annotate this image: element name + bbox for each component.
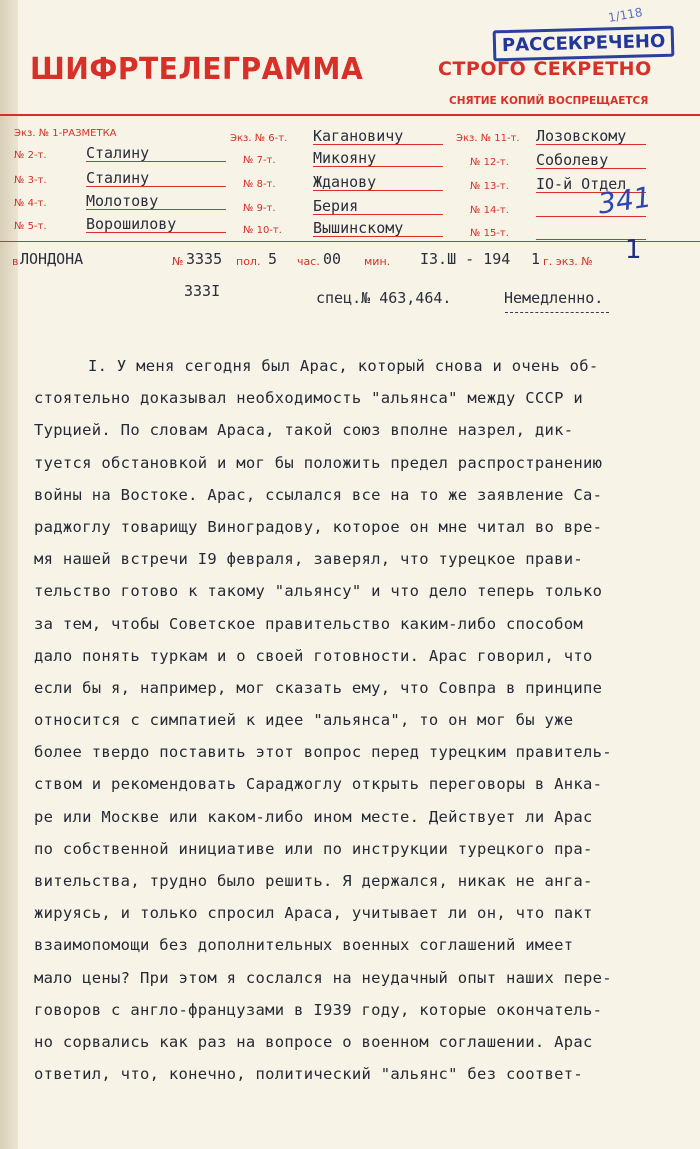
urgency-label: Немедленно.	[504, 289, 604, 307]
body-line: тельство готово к такому "альянсу" и что дело теперь только	[34, 582, 603, 601]
page-binding-edge	[0, 0, 18, 1149]
fill-line	[86, 209, 226, 210]
fill-line	[313, 214, 443, 215]
fill-line	[86, 186, 226, 187]
distribution-label: № 2-т.	[14, 150, 47, 161]
distribution-label: № 10-т.	[243, 225, 282, 236]
distribution-label: № 12-т.	[470, 157, 509, 168]
recipient-name: Микояну	[313, 149, 377, 167]
telegram-body	[34, 350, 674, 1090]
recipient-name: Вышинскому	[313, 219, 404, 237]
minute-label: мин.	[364, 255, 391, 268]
distribution-item	[14, 169, 150, 187]
recipient-name: Ворошилову	[86, 215, 177, 233]
fill-line	[313, 166, 443, 167]
recipient-name: Сталину	[86, 169, 150, 187]
body-line: ре или Москве или каком-либо ином месте. Действует ли Арас	[34, 807, 593, 826]
secrecy-label: СТРОГО СЕКРЕТНО	[438, 58, 652, 80]
body-line: дало понять туркам и о своей готовности. Арас говорил, что	[34, 646, 593, 665]
distribution-label: № 8-т.	[243, 179, 276, 190]
body-line: I. У меня сегодня был Арас, который снова и очень об-	[88, 357, 599, 375]
document-title: ШИФРТЕЛЕГРАММА	[30, 52, 364, 87]
body-line: ответил, что, конечно, политический "альянс" без соответ-	[34, 1065, 584, 1084]
fill-line	[313, 144, 443, 145]
fill-line	[536, 168, 646, 169]
distribution-label: № 3-т.	[14, 175, 47, 186]
fill-line	[86, 232, 226, 233]
copy-number: 1	[625, 235, 642, 265]
year-copy-label: г. экз. №	[543, 255, 593, 268]
distribution-item	[243, 173, 377, 191]
message-details	[0, 247, 700, 271]
distribution-item	[470, 151, 609, 169]
recipient-name: Сталину	[86, 144, 150, 162]
telegram-number: 3335	[186, 250, 223, 268]
body-line: по собственной инициативе или по инструкции турецкого пра-	[34, 839, 593, 858]
distribution-label: № 7-т.	[243, 155, 276, 166]
body-line: вительства, трудно было решить. Я держался, никак не анга-	[34, 872, 593, 890]
secondary-number: 333I	[184, 282, 221, 300]
body-line: войны на Востоке. Арас, ссылался все на то же заявление Са-	[34, 485, 603, 504]
pol-value: 5	[268, 250, 278, 268]
distribution-label: Экз. № 1-РАЗМЕТКА	[14, 128, 117, 139]
fill-line	[86, 161, 226, 162]
body-line: туется обстановкой и мог бы положить предел распространению	[34, 453, 603, 472]
header-divider	[0, 114, 700, 116]
recipient-name: IO-й Отдел	[536, 175, 627, 193]
distribution-label: № 15-т.	[470, 228, 509, 239]
distribution-item	[470, 205, 509, 216]
body-line: Турцией. По словам Араса, такой союз вполне назрел, дик-	[34, 421, 574, 440]
distribution-label: № 14-т.	[470, 205, 509, 216]
distribution-divider	[0, 241, 700, 242]
spec-number: спец.№ 463,464.	[316, 289, 452, 307]
fill-line	[313, 236, 443, 237]
from-prefix: в	[12, 255, 19, 268]
body-line: раджоглу товарищу Виноградову, которое он мне читал во вре-	[34, 517, 603, 536]
body-line: мало цены? При этом я сослался на неудачный опыт наших пере-	[34, 968, 612, 987]
distribution-item	[470, 175, 627, 193]
distribution-item	[456, 127, 627, 145]
distribution-item	[230, 127, 404, 145]
body-line: стоятельно доказывал необходимость "альянса" между СССР и	[34, 389, 584, 408]
body-line: более твердо поставить этот вопрос перед турецким правитель-	[34, 743, 612, 762]
recipient-name: Соболеву	[536, 151, 609, 169]
fill-line	[313, 190, 443, 191]
body-line: за тем, чтобы Советское правительство каким-либо способом	[34, 614, 584, 633]
body-line: относится с симпатией к идее "альянса", то он мог бы уже	[34, 711, 574, 730]
body-line: жируясь, и только спросил Араса, учитывает ли он, что пакт	[34, 904, 593, 923]
body-line: мя нашей встречи I9 февраля, заверял, что турецкое прави-	[34, 550, 584, 569]
handwritten-reference: 341	[595, 180, 654, 221]
distribution-label: Экз. № 11-т.	[456, 133, 520, 144]
body-line: если бы я, например, мог сказать ему, что Совпра в принципе	[34, 678, 603, 697]
declassified-stamp: РАССЕКРЕЧЕНО	[493, 26, 675, 62]
distribution-label: № 5-т.	[14, 221, 47, 232]
distribution-item	[14, 128, 117, 139]
hour-label: час.	[297, 255, 320, 268]
recipient-name: Кагановичу	[313, 127, 404, 145]
body-line: ством и рекомендовать Сараджоглу открыть переговоры в Анка-	[34, 775, 603, 794]
hour-value: 00	[323, 250, 342, 268]
body-line: говоров с англо-французами в I939 году, которые окончатель-	[34, 1000, 603, 1019]
distribution-item	[14, 192, 159, 210]
archive-mark: 1/118	[607, 5, 644, 25]
body-line: но сорвались как раз на вопросе о военном соглашении. Арас	[34, 1032, 593, 1051]
distribution-item	[14, 215, 177, 233]
distribution-item	[243, 219, 404, 237]
distribution-label: № 9-т.	[243, 203, 276, 214]
urgency-underline	[505, 312, 609, 313]
no-copy-notice: СНЯТИЕ КОПИЙ ВОСПРЕЩАЕТСЯ	[449, 95, 649, 107]
distribution-item	[243, 197, 359, 215]
pol-label: пол.	[236, 255, 261, 268]
recipient-name: Жданову	[313, 173, 377, 191]
fill-line	[536, 144, 646, 145]
from-city: ЛОНДОНА	[20, 250, 84, 268]
recipient-name: Молотову	[86, 192, 159, 210]
distribution-item	[14, 144, 150, 162]
date-value: I3.Ш - 194	[420, 250, 511, 268]
recipient-name: Берия	[313, 197, 359, 215]
distribution-label: № 4-т.	[14, 198, 47, 209]
distribution-item	[470, 228, 509, 239]
distribution-label: Экз. № 6-т.	[230, 133, 288, 144]
distribution-item	[243, 149, 377, 167]
recipient-name: Лозовскому	[536, 127, 627, 145]
distribution-label: № 13-т.	[470, 181, 509, 192]
body-line: взаимопомощи без дополнительных военных соглашений имеет	[34, 936, 574, 955]
number-prefix: №	[172, 255, 184, 268]
year-digit: 1	[531, 250, 541, 268]
